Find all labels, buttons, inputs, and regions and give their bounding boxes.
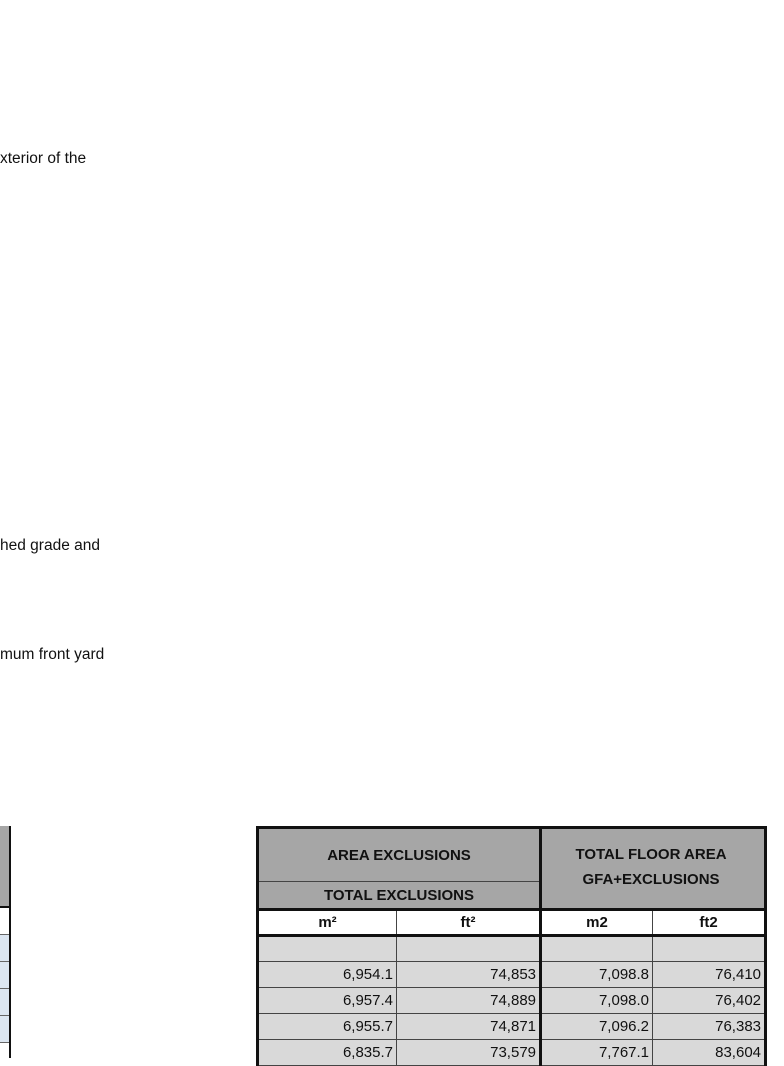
left-table-row [0, 1016, 9, 1043]
table-row [258, 1040, 766, 1066]
table-cell [653, 936, 766, 962]
unit-m2-total-label: m2 [541, 910, 653, 936]
text-fragment-3: mum front yard [0, 646, 105, 663]
table-cell: 7,098.0 [541, 988, 653, 1014]
left-table-edge [0, 826, 11, 1058]
table-cell: 7,098.8 [541, 962, 653, 988]
left-table-row [0, 908, 9, 935]
table-row [258, 1014, 766, 1040]
table-cell: 6,835.7 [258, 1040, 397, 1066]
table-cell [541, 936, 653, 962]
gfa-exclusions-subtitle: GFA+EXCLUSIONS [582, 871, 720, 888]
table-cell: 6,955.7 [258, 1014, 397, 1040]
unit-ft2-label: ft² [397, 910, 541, 936]
table-cell: 6,957.4 [258, 988, 397, 1014]
table-row [258, 962, 766, 988]
table-cell: 7,096.2 [541, 1014, 653, 1040]
table-cell: 73,579 [397, 1040, 541, 1066]
table-cell: 74,889 [397, 988, 541, 1014]
table-cell: 7,767.1 [541, 1040, 653, 1066]
table-cell: 74,853 [397, 962, 541, 988]
total-exclusions-header: TOTAL EXCLUSIONS [258, 882, 541, 910]
table-row [258, 936, 766, 962]
table-cell: 83,604 [653, 1040, 766, 1066]
table-cell: 6,954.1 [258, 962, 397, 988]
table-cell: 74,871 [397, 1014, 541, 1040]
total-floor-area-title: TOTAL FLOOR AREA [575, 846, 727, 863]
unit-ft2-total-label: ft2 [653, 910, 766, 936]
left-table-row [0, 989, 9, 1016]
left-table-row [0, 935, 9, 962]
table-cell: 76,383 [653, 1014, 766, 1040]
text-fragment-1: xterior of the [0, 150, 87, 167]
total-floor-area-header [540, 842, 762, 892]
text-fragment-2: hed grade and [0, 537, 100, 554]
table-cell: 76,410 [653, 962, 766, 988]
left-table-header [0, 826, 9, 908]
table-cell: 76,402 [653, 988, 766, 1014]
table-row [258, 988, 766, 1014]
area-exclusions-header: AREA EXCLUSIONS [258, 828, 541, 882]
unit-m2-label: m² [258, 910, 397, 936]
left-table-row [0, 962, 9, 989]
table-cell [258, 936, 397, 962]
table-cell [397, 936, 541, 962]
